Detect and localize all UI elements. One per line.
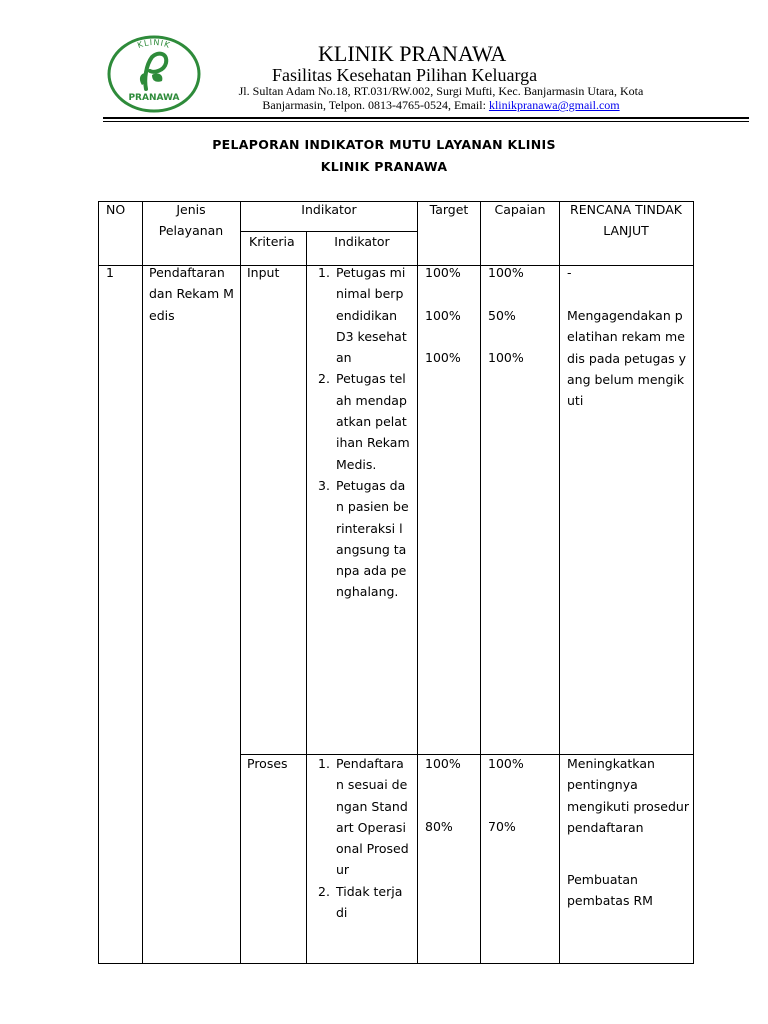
capaian-value: 100% <box>488 756 524 771</box>
rencana-text: Mengagendakan pelatihan rekam medis pada petugas yang belum mengikuti <box>567 308 686 409</box>
logo-top-text: KLINIK <box>136 37 172 51</box>
clinic-tagline: Fasilitas Kesehatan Pilihan Keluarga <box>272 65 538 85</box>
indikator-text: Pendaftaran sesuai dengan Standart Operasional Prosedur <box>336 756 409 878</box>
address-line-1: Jl. Sultan Adam No.18, RT.031/RW.002, Surgi Mufti, Kec. Banjarmasin Utara, Kota <box>238 84 644 98</box>
table-col-divider <box>417 201 418 963</box>
header-capaian: Capaian <box>494 202 546 217</box>
capaian-value: 70% <box>488 819 516 834</box>
table-border-left <box>98 201 99 963</box>
rencana-text: Pembuatan pembatas RM <box>567 872 653 909</box>
indikator-number: 1. <box>318 265 330 280</box>
indikator-item <box>318 881 410 924</box>
target-value: 100% <box>425 265 461 280</box>
kriteria-input: Input <box>247 265 280 280</box>
indikator-text: Petugas dan pasien berinteraksi langsung tanpa ada penghalang. <box>336 477 409 600</box>
indikator-number: 3. <box>318 477 330 493</box>
indikator-number: 2. <box>318 883 330 899</box>
report-subtitle: KLINIK PRANAWA <box>320 159 448 174</box>
indikator-number: 1. <box>318 756 330 771</box>
rencana-text: - <box>567 265 572 280</box>
capaian-value: 100% <box>488 350 524 365</box>
indikator-item <box>318 753 410 881</box>
header-indikator-group: Indikator <box>301 202 357 217</box>
indikator-item <box>318 368 410 474</box>
table-col-divider <box>559 201 560 963</box>
table-col-divider <box>142 201 143 963</box>
report-title: PELAPORAN INDIKATOR MUTU LAYANAN KLINIS <box>212 137 556 152</box>
indikator-item <box>318 262 410 368</box>
indikator-list-input <box>318 262 410 603</box>
row-no: 1 <box>106 265 114 280</box>
header-jenis-pelayanan: Jenis Pelayanan <box>158 202 224 239</box>
email-link[interactable]: klinikpranawa@gmail.com <box>488 98 620 112</box>
indikator-text: Petugas telah mendapatkan pelatihan Rekam Medis. <box>336 371 410 472</box>
indikator-text: Petugas minimal berpendidikan D3 kesehatan <box>336 265 407 366</box>
header-target: Target <box>429 202 469 217</box>
clinic-name: KLINIK PRANAWA <box>318 41 507 66</box>
table-col-divider <box>480 201 481 963</box>
target-value: 80% <box>425 819 453 834</box>
target-value: 100% <box>425 756 461 771</box>
table-col-divider <box>240 201 241 963</box>
rencana-text: Meningkatkan pentingnya mengikuti prosedur pendaftaran <box>567 756 689 835</box>
header-rencana-tindak-lanjut: RENCANA TINDAK LANJUT <box>570 202 682 239</box>
capaian-value: 100% <box>488 265 524 280</box>
header-kriteria: Kriteria <box>249 234 295 249</box>
address-line-2-text: Banjarmasin, Telpon. 0813-4765-0524, Email: <box>262 98 489 112</box>
logo-bottom-text: PRANAWA <box>128 93 180 103</box>
header-indikator: Indikator <box>334 234 390 249</box>
indikator-list-proses <box>318 753 410 923</box>
indikator-text: Tidak terjadi <box>336 883 403 921</box>
row-jenis-pelayanan: Pendaftaran dan Rekam Medis <box>149 265 234 323</box>
capaian-value: 50% <box>488 308 516 323</box>
target-value: 100% <box>425 350 461 365</box>
header-no: NO <box>106 202 126 217</box>
table-col-divider <box>306 231 307 963</box>
table-border-bottom <box>98 963 694 964</box>
target-value: 100% <box>425 308 461 323</box>
kriteria-proses: Proses <box>247 756 288 771</box>
table-border-right <box>693 201 694 963</box>
indikator-item <box>318 475 410 603</box>
indikator-number: 2. <box>318 371 330 387</box>
